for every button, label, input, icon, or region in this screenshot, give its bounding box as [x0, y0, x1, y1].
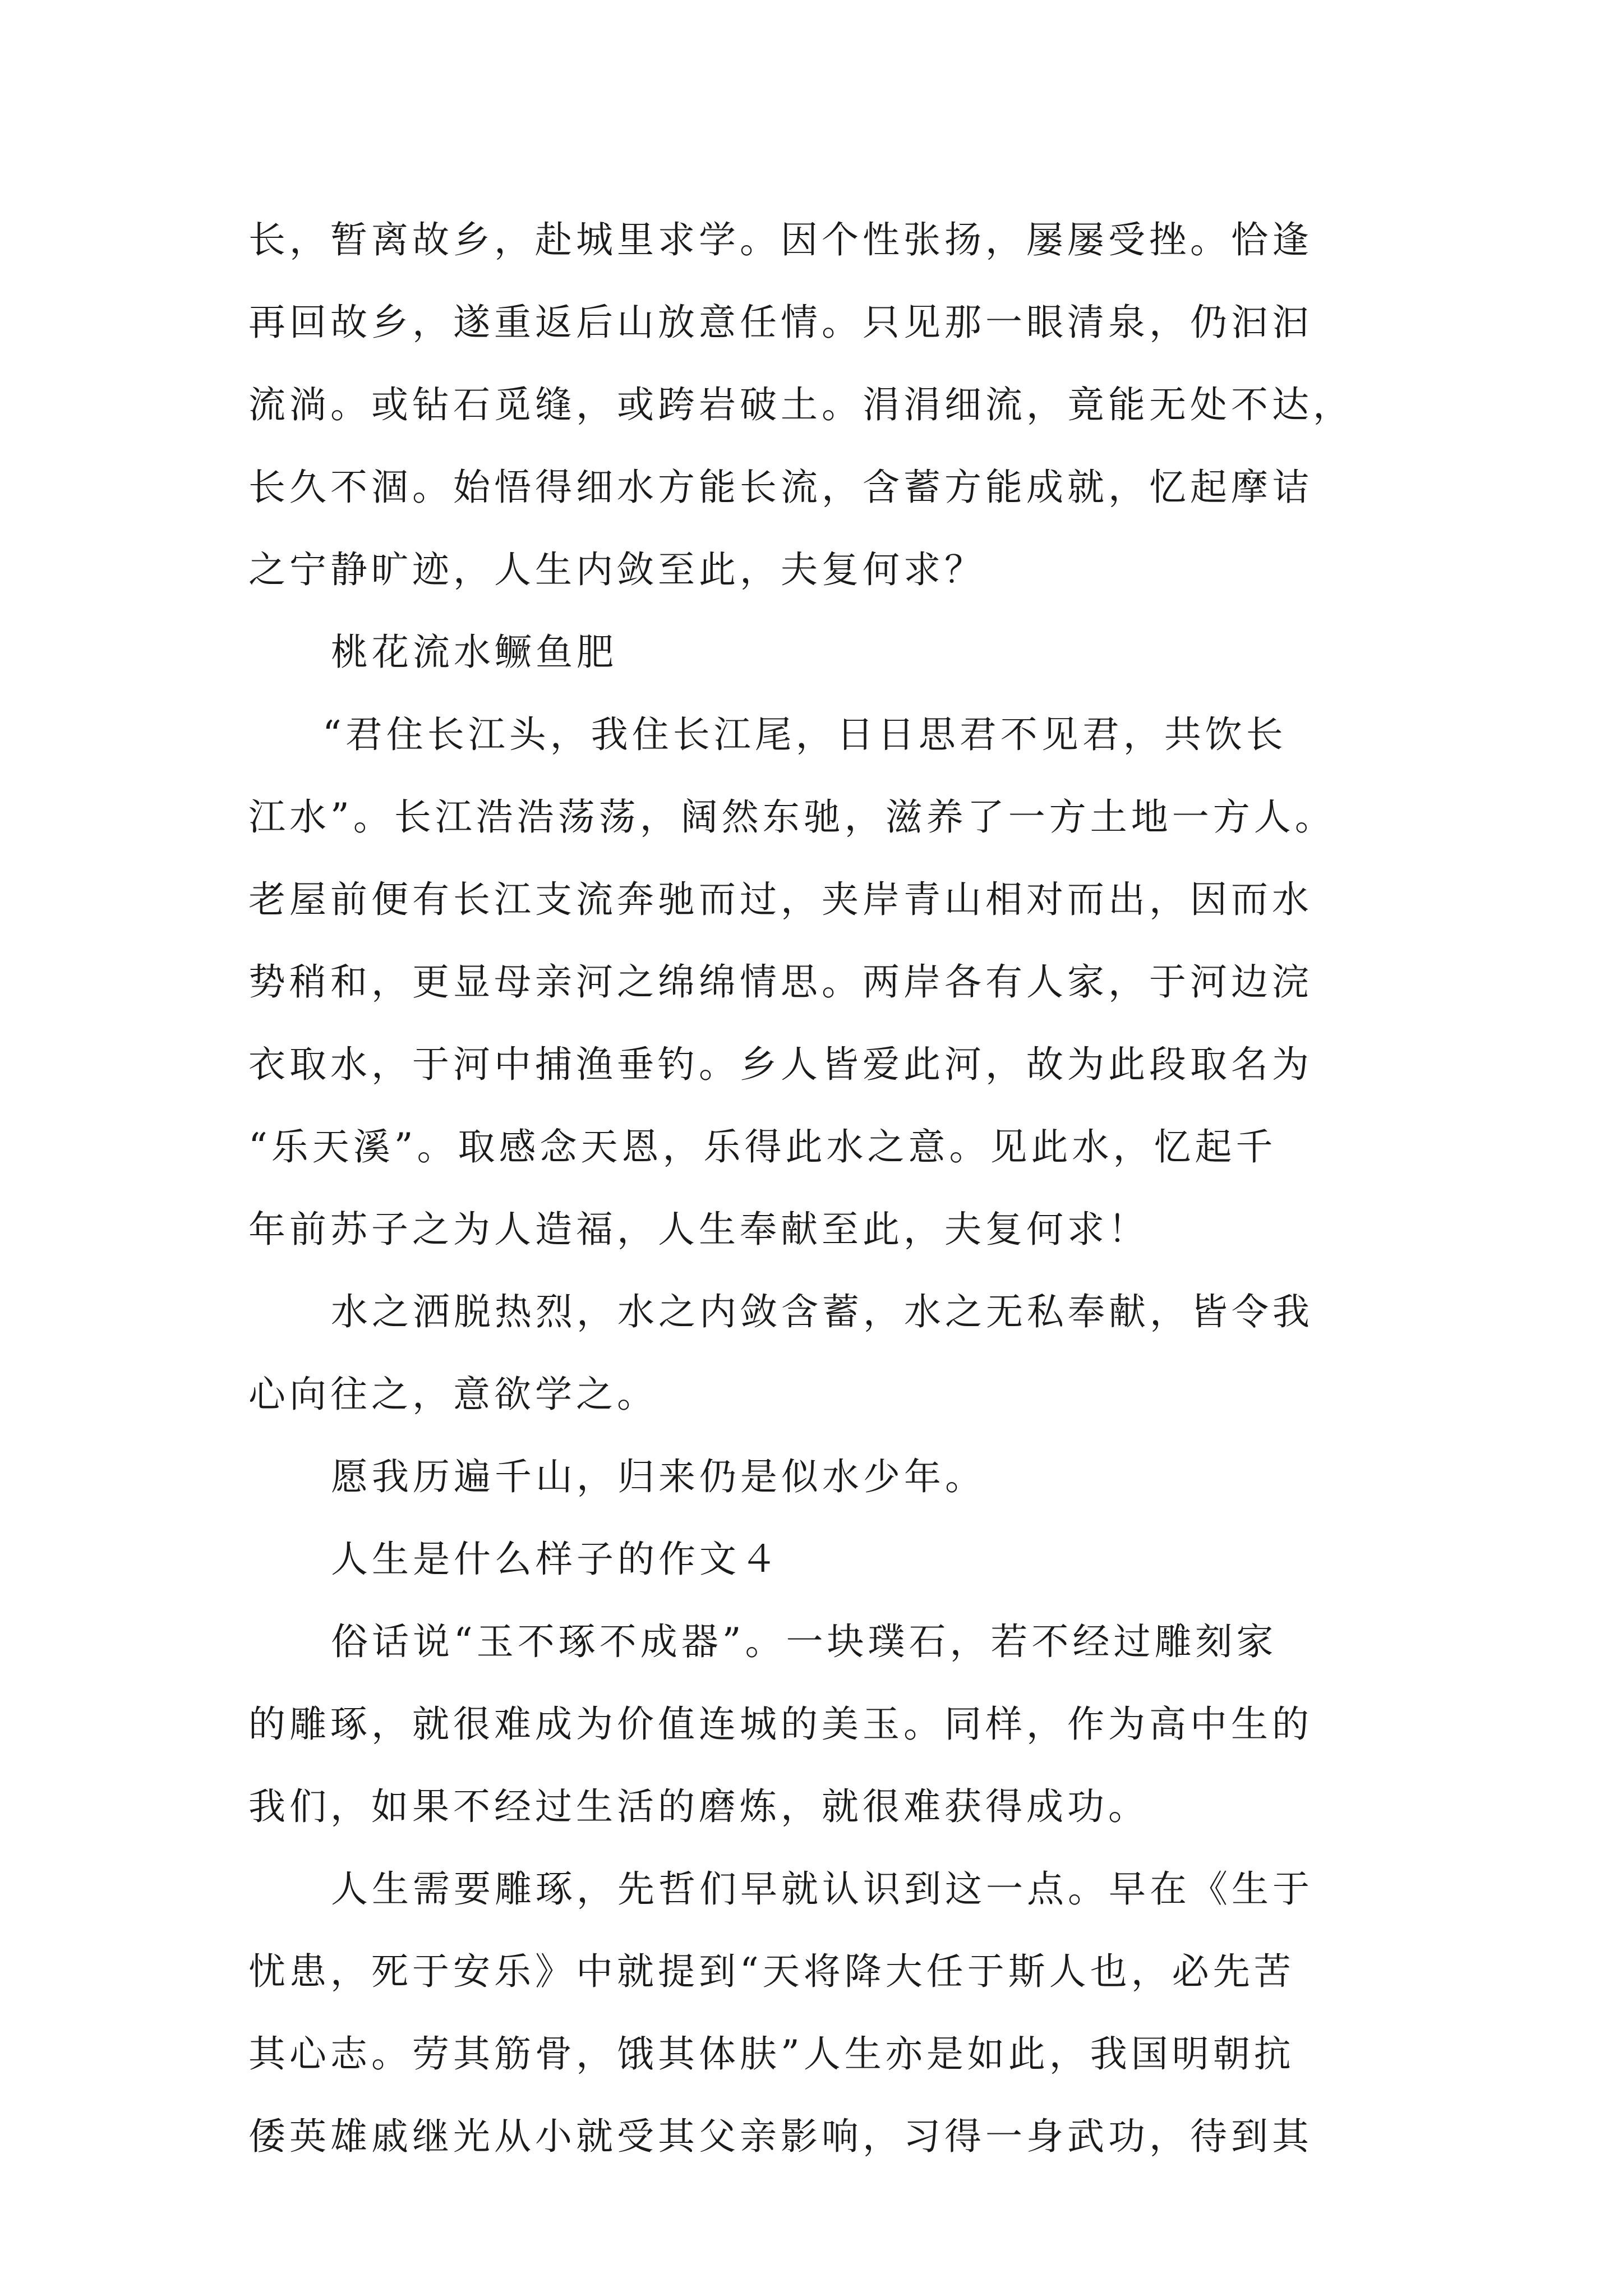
text-line: 的雕琢，就很难成为价值连城的美玉。同样，作为高中生的	[248, 1703, 1313, 1746]
text-line: 势稍和，更显母亲河之绵绵情思。两岸各有人家，于河边浣	[248, 960, 1313, 1004]
text-line: 衣取水，于河中捕渔垂钓。乡人皆爱此河，故为此段取名为	[248, 1043, 1313, 1086]
text-line: 忧患，死于安乐》中就提到“天将降大任于斯人也，必先苦	[248, 1950, 1295, 1993]
text-line: 老屋前便有长江支流奔驰而过，夹岸青山相对而出，因而水	[248, 878, 1313, 921]
section-heading: 桃花流水鳜鱼肥	[331, 631, 617, 674]
text-line: 我们，如果不经过生活的磨炼，就很难获得成功。	[248, 1785, 1149, 1828]
section-heading: 人生是什么样子的作文４	[331, 1538, 781, 1581]
text-line: 长久不涸。始悟得细水方能长流，含蓄方能成就，忆起摩诘	[248, 466, 1313, 509]
text-line: 之宁静旷迹，人生内敛至此，夫复何求？	[248, 548, 985, 591]
text-line: 江水”。长江浩浩荡荡，阔然东驰，滋养了一方土地一方人。	[248, 795, 1336, 839]
text-line: 愿我历遍千山，归来仍是似水少年。	[331, 1455, 986, 1498]
text-line: 俗话说“玉不琢不成器”。一块璞石，若不经过雕刻家	[331, 1620, 1278, 1663]
text-line: 长，暂离故乡，赴城里求学。因个性张扬，屡屡受挫。恰逢	[248, 218, 1313, 261]
text-line: 再回故乡，遂重返后山放意任情。只见那一眼清泉，仍汩汩	[248, 301, 1313, 344]
text-line: “君住长江头，我住长江尾，日日思君不见君，共饮长	[322, 713, 1287, 756]
text-line: 心向往之，意欲学之。	[248, 1373, 658, 1416]
text-line: 流淌。或钻石觅缝，或跨岩破土。涓涓细流，竟能无处不达，	[248, 383, 1354, 426]
text-line: 年前苏子之为人造福，人生奉献至此，夫复何求！	[248, 1208, 1149, 1251]
text-line: 人生需要雕琢，先哲们早就认识到这一点。早在《生于	[331, 1867, 1313, 1911]
text-line: “乐天溪”。取感念天恩，乐得此水之意。见此水，忆起千	[248, 1125, 1277, 1168]
text-line: 倭英雄戚继光从小就受其父亲影响，习得一身武功，待到其	[248, 2115, 1313, 2158]
text-line: 水之洒脱热烈，水之内敛含蓄，水之无私奉献，皆令我	[331, 1290, 1313, 1333]
text-line: 其心志。劳其筋骨，饿其体肤”人生亦是如此，我国明朝抗	[248, 2032, 1295, 2076]
